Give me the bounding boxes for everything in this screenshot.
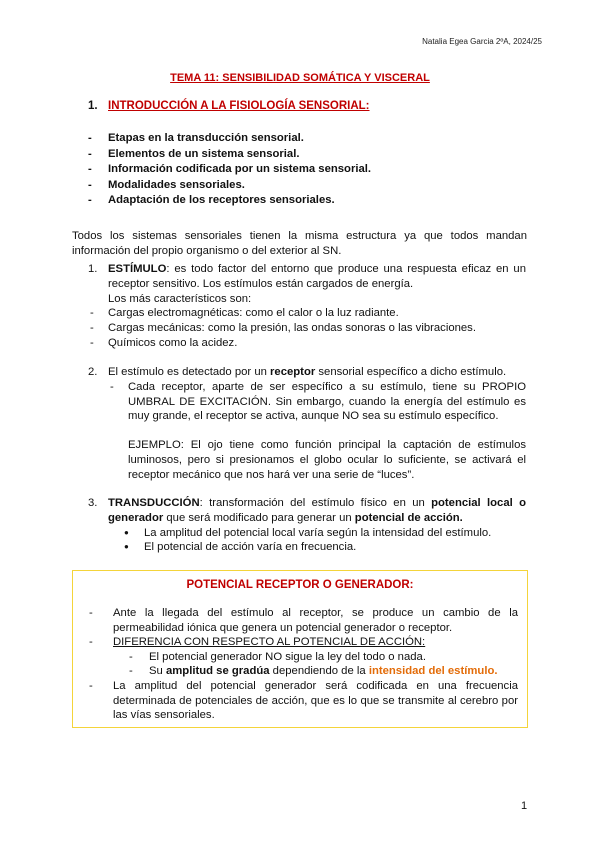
potencial-box bbox=[72, 570, 528, 728]
section-heading bbox=[88, 99, 370, 113]
estimulo-definition bbox=[108, 262, 526, 292]
example-item: - Cargas electromagnéticas: como el calor o la luz radiante. bbox=[108, 306, 526, 321]
page-author: Natalia Egea Garcia 2ºA, 2024/25 bbox=[422, 37, 542, 46]
receptor-text-b: sensorial específico a dicho estímulo. bbox=[315, 366, 507, 378]
transduccion-text bbox=[108, 496, 526, 526]
box-point: - Ante la llegada del estímulo al receptor, se produce un cambio de la permeabilidad iónica que genera un potencial generador o receptor. bbox=[113, 606, 518, 635]
sub2-term: amplitud se gradúa bbox=[165, 665, 270, 678]
receptor-detail bbox=[128, 380, 526, 483]
item-receptor bbox=[88, 365, 526, 483]
receptor-text-a: El estímulo es detectado por un bbox=[108, 366, 271, 378]
topic-list bbox=[108, 131, 371, 209]
transduccion-term3: potencial de acción. bbox=[354, 511, 463, 524]
item-number: 1. bbox=[88, 263, 98, 275]
section-title: INTRODUCCIÓN A LA FISIOLOGÍA SENSORIAL: bbox=[108, 100, 370, 112]
receptor-term: receptor bbox=[270, 366, 316, 378]
item-number: 2. bbox=[88, 366, 98, 378]
sub2-text-b: dependiendo de la bbox=[269, 665, 369, 678]
topic-item: - Elementos de un sistema sensorial. bbox=[108, 147, 371, 163]
sub2-highlight: intensidad del estímulo. bbox=[368, 665, 498, 678]
sub2-text-a: Su bbox=[149, 665, 166, 678]
estimulo-text: : es todo factor del entorno que produce una respuesta eficaz en un receptor sensitivo. Los estímulos están cargados de energía. bbox=[108, 263, 526, 290]
receptor-detail-text: Cada receptor, aparte de ser específico a su estímulo, tiene su PROPIO UMBRAL DE EXCITACIÓN. Sin embargo, cuando la energía del estímulo es muy grande, el receptor se activa, aunque NO sea su estímulo específico. bbox=[128, 380, 526, 423]
topic-item: - Etapas en la transducción sensorial. bbox=[108, 131, 371, 147]
box-subpoint bbox=[149, 664, 518, 679]
estimulo-lead: Los más característicos son: bbox=[108, 292, 252, 305]
estimulo-examples bbox=[108, 306, 526, 350]
example-item: - Cargas mecánicas: como la presión, las ondas sonoras o las vibraciones. bbox=[108, 321, 526, 336]
box-subpoint: - El potencial generador NO sigue la ley del todo o nada. bbox=[149, 650, 518, 665]
item-transduccion bbox=[88, 496, 526, 555]
bullet-item: ● El potencial de acción varía en frecuencia. bbox=[144, 540, 526, 555]
receptor-example: EJEMPLO: El ojo tiene como función principal la captación de estímulos luminosos, pero si presionamos el globo ocular lo suficiente, se activará el receptor mecánico que nos hará ver una serie de “luces”. bbox=[128, 439, 526, 481]
receptor-text bbox=[108, 365, 526, 380]
transduccion-text-a: : transformación del estímulo físico en un bbox=[199, 497, 432, 509]
topic-item: - Modalidades sensoriales. bbox=[108, 178, 371, 194]
example-item: - Químicos como la acidez. bbox=[108, 336, 526, 351]
item-estimulo bbox=[88, 262, 526, 351]
box-list bbox=[113, 606, 518, 723]
diferencia-heading: DIFERENCIA CON RESPECTO AL POTENCIAL DE ACCIÓN: bbox=[113, 636, 426, 649]
estimulo-term: ESTÍMULO bbox=[108, 263, 167, 275]
box-point bbox=[113, 635, 518, 679]
topic-item: - Adaptación de los receptores sensoriales. bbox=[108, 193, 371, 209]
page-number: 1 bbox=[521, 800, 528, 812]
topic-item: - Información codificada por un sistema sensorial. bbox=[108, 162, 371, 178]
intro-paragraph: Todos los sistemas sensoriales tienen la misma estructura ya que todos mandan información del propio organismo o del exterior al SN. bbox=[72, 230, 527, 258]
section-number: 1. bbox=[88, 100, 98, 112]
page-title: TEMA 11: SENSIBILIDAD SOMÁTICA Y VISCERAL bbox=[170, 72, 430, 84]
box-sublist bbox=[149, 650, 518, 679]
bullet-item: ● La amplitud del potencial local varía según la intensidad del estímulo. bbox=[144, 526, 526, 541]
transduccion-term: TRANSDUCCIÓN bbox=[108, 497, 200, 509]
box-point: - La amplitud del potencial generador será codificada en una frecuencia determinada de potenciales de acción, que es lo que se transmite al cerebro por las vías sensoriales. bbox=[113, 679, 518, 723]
transduccion-bullets bbox=[144, 526, 526, 556]
receptor-details bbox=[128, 380, 526, 483]
item-number: 3. bbox=[88, 497, 98, 509]
transduccion-text-b: que será modificado para generar un bbox=[163, 511, 355, 524]
box-title: POTENCIAL RECEPTOR O GENERADOR: bbox=[186, 579, 414, 591]
transduccion-term2: potencial local o generador bbox=[108, 497, 526, 524]
